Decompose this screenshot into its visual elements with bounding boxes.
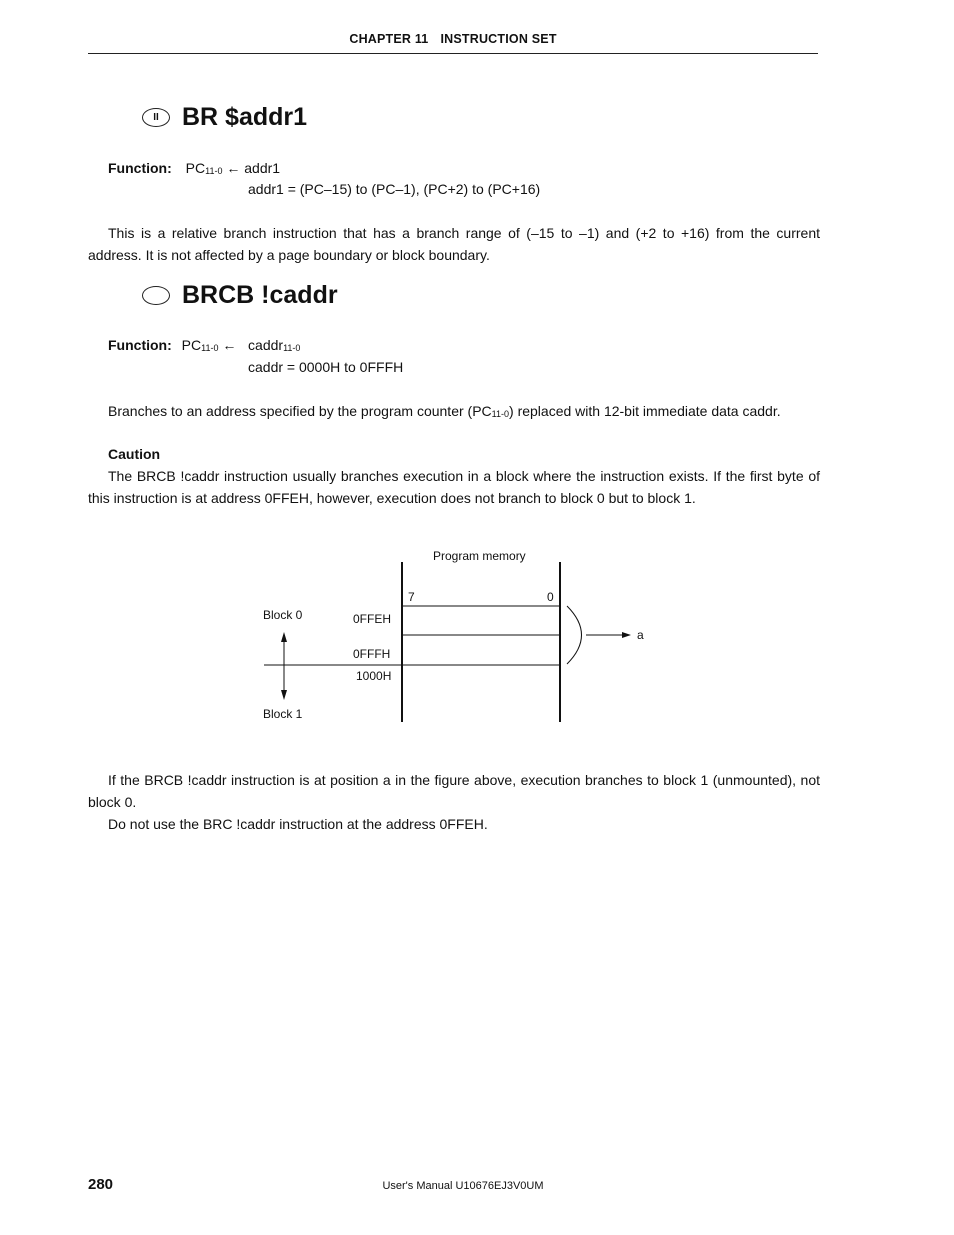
block0-arrowhead [281,632,287,642]
block0-label: Block 0 [263,608,303,622]
brcb-function-line2: caddr = 0000H to 0FFFH [248,359,404,375]
brcb-function-caddr-sub: 11-0 [283,343,301,353]
section-marker-ii: II [142,108,170,127]
brcb-heading: BRCB !caddr [182,281,338,309]
brcb-function-label: Function: [108,337,172,353]
after-figure-para2: Do not use the BRC !caddr instruction at the address 0FFEH. [108,816,488,832]
document-id: User's Manual U10676EJ3V0UM [382,1180,544,1192]
caution-text: The BRCB !caddr instruction usually branches execution in a block where the instruction exists. If the first byte of this instruction is at address 0FFEH, however, execution does not branch to block 0 but to block 1. [88,468,820,506]
br-description: This is a relative branch instruction that has a branch range of (–15 to –1) and (+2 to +16) from the current address. It is not affected by a page boundary or block boundary. [88,225,820,263]
after-figure-para1: If the BRCB !caddr instruction is at position a in the figure above, execution branches to block 1 (unmounted), not block 0. [88,772,820,810]
br-function-line2: addr1 = (PC–15) to (PC–1), (PC+2) to (PC+16) [248,181,541,197]
address-0fffh: 0FFFH [353,647,391,661]
page-number: 280 [88,1176,114,1193]
brcb-desc-pre: Branches to an address specified by the program counter (PC [108,403,492,419]
bit-high-label: 7 [408,590,415,604]
pointer-arrowhead [622,632,631,638]
br-function-assign: ← addr1 [222,160,281,176]
block1-arrowhead [281,690,287,700]
br-function-pc-sub: 11-0 [205,166,223,176]
address-1000h: 1000H [356,669,392,683]
brcb-function-pc-sub: 11-0 [201,343,219,353]
chapter-number: CHAPTER 11 [349,32,429,46]
br-function-pc: PC [185,160,206,176]
brcb-desc-post: ) replaced with 12-bit immediate data caddr. [509,403,781,419]
br-heading: BR $addr1 [182,103,308,131]
pointer-label-a: a [637,628,644,642]
chapter-title: INSTRUCTION SET [440,32,557,46]
block1-label: Block 1 [263,707,303,721]
address-0ffeh: 0FFEH [353,612,392,626]
figure-title: Program memory [433,549,526,563]
brcb-function-pc: PC [181,337,202,353]
caution-label: Caution [108,446,161,462]
brcb-desc-sub: 11-0 [491,409,510,419]
instruction-brace [567,606,582,664]
brcb-function-assign: ← caddr [218,337,284,353]
bit-low-label: 0 [547,590,554,604]
br-function-label: Function: [108,160,172,176]
